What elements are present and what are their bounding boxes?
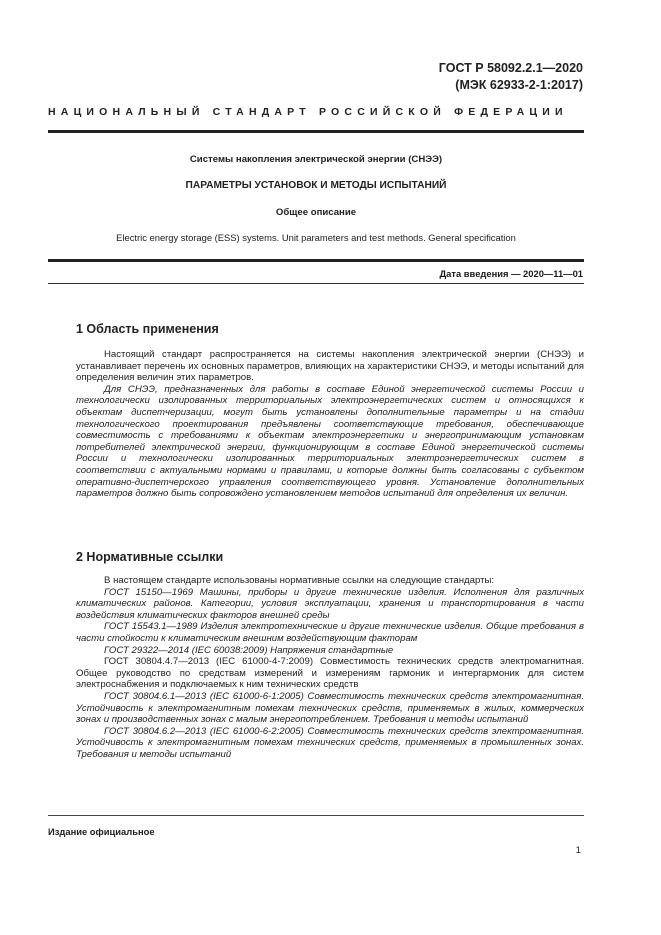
section-2-body [76, 575, 584, 761]
date-of-introduction: Дата введения — 2020—11—01 [439, 268, 583, 279]
reference-gost-29322: ГОСТ 29322—2014 (IEC 60038:2009) Напряжения стандартные [104, 644, 394, 656]
iec-number: (МЭК 62933-2-1:2017) [455, 78, 583, 92]
section-2-heading: 2 Нормативные ссылки [76, 550, 224, 564]
title-english: Electric energy storage (ESS) systems. Unit parameters and test methods. General specification [116, 232, 516, 243]
title-system: Системы накопления электрической энергии (СНЭЭ) [189, 154, 443, 165]
header-divider [48, 130, 584, 133]
reference-gost-15543: ГОСТ 15543.1—1989 Изделия электротехнические и другие технические изделия. Общие требования в части стойкости к климатическим внешним воздействующим факторам [76, 621, 584, 644]
page-number: 1 [575, 845, 581, 856]
title-params: ПАРАМЕТРЫ УСТАНОВОК И МЕТОДЫ ИСПЫТАНИЙ [185, 180, 447, 191]
section-1-paragraph-1: Настоящий стандарт распространяется на системы накопления электрической энергии (СНЭЭ) и устанавливает перечень их основных параметров, влияющих на характеристики СНЭЭ, и методы испытаний для определения величин этих параметров. [76, 349, 584, 384]
gost-number: ГОСТ Р 58092.2.1—2020 [438, 61, 583, 75]
official-edition: Издание официальное [48, 826, 155, 837]
reference-gost-30804-6-2: ГОСТ 30804.6.2—2013 (IEC 61000-6-2:2005) Совместимость технических средств электромагнитная. Устойчивость к электромагнитным помехам технических средств, применяемых в промышленных зонах. Требования и методы испытаний [76, 725, 584, 760]
section-2-intro: В настоящем стандарте использованы нормативные ссылки на следующие стандарты: [104, 575, 495, 586]
reference-gost-30804-6-1: ГОСТ 30804.6.1—2013 (IEC 61000-6-1:2005) Совместимость технических средств электромагнитная. Устойчивость к электромагнитным помехам технических средств, применяемых в жилых, коммерческих зонах и производственных зонах с малым энергопотреблением. Требования и методы испытаний [76, 690, 584, 726]
national-standard-title: НАЦИОНАЛЬНЫЙ СТАНДАРТ РОССИЙСКОЙ ФЕДЕРАЦИИ [48, 106, 568, 118]
section-1-heading: 1 Область применения [76, 322, 219, 336]
date-divider [48, 283, 584, 284]
footer-divider [48, 815, 584, 816]
title-general: Общее описание [275, 207, 357, 218]
gost-designation [439, 60, 583, 94]
reference-gost-15150: ГОСТ 15150—1969 Машины, приборы и другие технические изделия. Исполнения для различных климатических районов. Категории, условия эксплуатации, хранения и транспортирования в части воздействия климатических факторов внешней среды [76, 586, 584, 621]
reference-gost-30804-4-7: ГОСТ 30804.4.7—2013 (IEC 61000-4-7:2009) Совместимость технических средств электромагнитная. Общее руководство по средствам измерений и измерениям гармоник и интергармоник для систем электроснабжения и подключаемых к ним технических средств [76, 656, 584, 691]
section-1-body [76, 349, 584, 500]
title-divider [48, 259, 584, 262]
section-1-paragraph-2: Для СНЭЭ, предназначенных для работы в составе Единой энергетической системы России и технологически изолированных территориальных электроэнергетических систем и относящихся к объектам диспетчеризации, могут быть установлены дополнительные параметры и на стадии технологического проектирования предъявлены соответствующие требования, обеспечивающие совместимость с требованиями к объектам электроэнергетики и энергопринимающим установкам потребителей электрической энергии, функционирующим в составе Единой энергетической системы России и технологически изолированных территориальных электроэнергетических систем в соответствии с актуальными нормами и правилами, и которые должны быть согласованы с субъектом оперативно-диспетчерского управления соответствующего уровня. Установление дополнительных параметров должно быть сопровождено установлением методов испытаний для определения их величин. [76, 383, 584, 500]
